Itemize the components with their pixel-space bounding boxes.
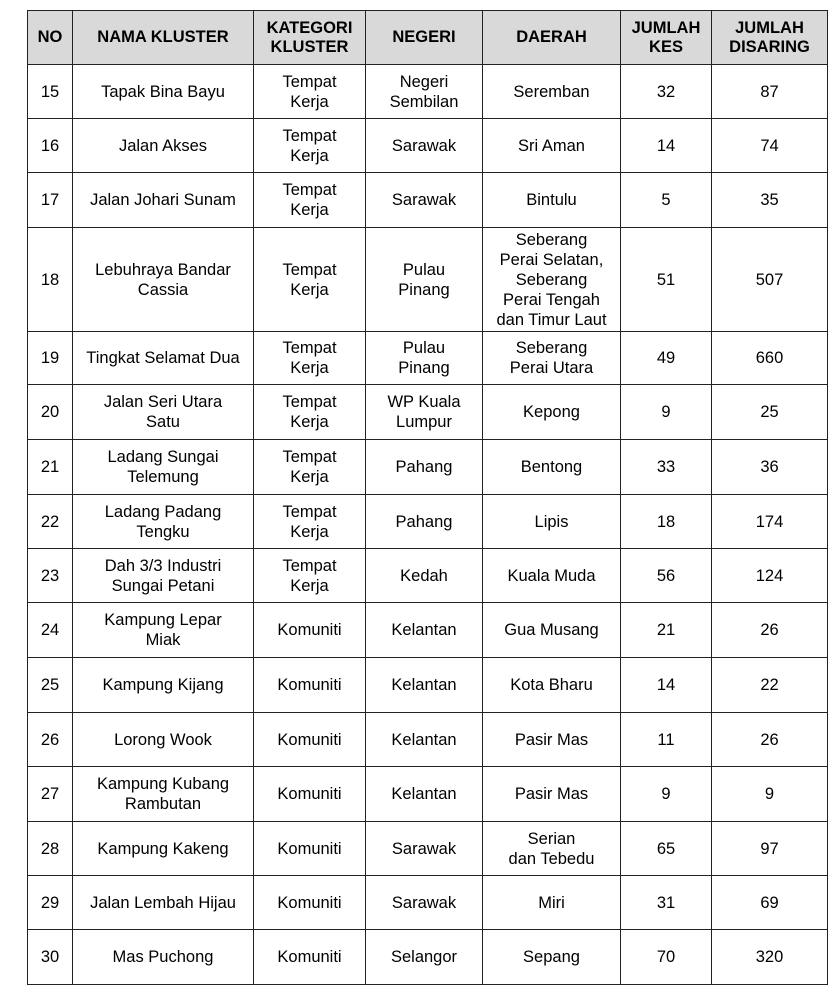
cell-no: 17 (28, 173, 73, 228)
cell-daerah: Bentong (483, 440, 621, 495)
table-row (28, 173, 828, 228)
cell-daerah: Seberang Perai Selatan, Seberang Perai Tengah dan Timur Laut (483, 228, 621, 332)
cell-no: 25 (28, 658, 73, 713)
cell-nama-kluster: Kampung Lepar Miak (73, 603, 254, 658)
table-row (28, 495, 828, 549)
table-row (28, 228, 828, 332)
header-daerah: DAERAH (483, 11, 621, 65)
cell-daerah: Pasir Mas (483, 713, 621, 767)
cell-negeri: Pahang (366, 440, 483, 495)
cell-jumlah-disaring: 25 (712, 385, 828, 440)
cell-daerah: Seremban (483, 65, 621, 119)
cell-negeri: Pulau Pinang (366, 332, 483, 385)
cell-kategori-kluster: Komuniti (254, 767, 366, 822)
cell-negeri: Pulau Pinang (366, 228, 483, 332)
cell-no: 15 (28, 65, 73, 119)
cell-daerah: Kuala Muda (483, 549, 621, 603)
table-row (28, 549, 828, 603)
cell-nama-kluster: Ladang Padang Tengku (73, 495, 254, 549)
table-row (28, 385, 828, 440)
cell-daerah: Gua Musang (483, 603, 621, 658)
cell-negeri: Selangor (366, 930, 483, 985)
header-row (28, 11, 828, 65)
cell-daerah: Bintulu (483, 173, 621, 228)
table-header (28, 11, 828, 65)
cell-jumlah-kes: 65 (621, 822, 712, 876)
cell-jumlah-kes: 11 (621, 713, 712, 767)
cell-jumlah-disaring: 9 (712, 767, 828, 822)
cell-kategori-kluster: Tempat Kerja (254, 440, 366, 495)
header-no: NO (28, 11, 73, 65)
cell-jumlah-disaring: 320 (712, 930, 828, 985)
cell-jumlah-kes: 5 (621, 173, 712, 228)
cell-kategori-kluster: Komuniti (254, 876, 366, 930)
cell-no: 22 (28, 495, 73, 549)
cell-jumlah-disaring: 174 (712, 495, 828, 549)
cell-negeri: Kelantan (366, 767, 483, 822)
cell-no: 27 (28, 767, 73, 822)
cluster-table (27, 10, 828, 985)
cell-nama-kluster: Jalan Seri Utara Satu (73, 385, 254, 440)
cell-no: 21 (28, 440, 73, 495)
cell-kategori-kluster: Tempat Kerja (254, 65, 366, 119)
table-row (28, 876, 828, 930)
table-row (28, 119, 828, 173)
cell-jumlah-disaring: 87 (712, 65, 828, 119)
cell-negeri: Kedah (366, 549, 483, 603)
cell-jumlah-disaring: 22 (712, 658, 828, 713)
cell-nama-kluster: Kampung Kubang Rambutan (73, 767, 254, 822)
cell-jumlah-disaring: 36 (712, 440, 828, 495)
cell-jumlah-kes: 9 (621, 385, 712, 440)
cell-jumlah-kes: 56 (621, 549, 712, 603)
cell-jumlah-disaring: 74 (712, 119, 828, 173)
cell-jumlah-disaring: 124 (712, 549, 828, 603)
cell-jumlah-disaring: 69 (712, 876, 828, 930)
cell-jumlah-kes: 14 (621, 119, 712, 173)
header-kategori-kluster: KATEGORI KLUSTER (254, 11, 366, 65)
table-row (28, 65, 828, 119)
cell-daerah: Serian dan Tebedu (483, 822, 621, 876)
cell-kategori-kluster: Komuniti (254, 930, 366, 985)
cell-jumlah-disaring: 35 (712, 173, 828, 228)
cell-nama-kluster: Jalan Johari Sunam (73, 173, 254, 228)
cell-negeri: Kelantan (366, 713, 483, 767)
cell-no: 16 (28, 119, 73, 173)
cell-kategori-kluster: Tempat Kerja (254, 549, 366, 603)
cell-no: 20 (28, 385, 73, 440)
cell-kategori-kluster: Tempat Kerja (254, 119, 366, 173)
cell-kategori-kluster: Tempat Kerja (254, 173, 366, 228)
cell-jumlah-kes: 51 (621, 228, 712, 332)
cell-negeri: Kelantan (366, 658, 483, 713)
cell-nama-kluster: Lorong Wook (73, 713, 254, 767)
cell-negeri: Pahang (366, 495, 483, 549)
cell-no: 28 (28, 822, 73, 876)
cell-no: 30 (28, 930, 73, 985)
table-row (28, 658, 828, 713)
cell-kategori-kluster: Tempat Kerja (254, 385, 366, 440)
table-row (28, 713, 828, 767)
cell-jumlah-disaring: 26 (712, 603, 828, 658)
cell-daerah: Pasir Mas (483, 767, 621, 822)
cell-no: 29 (28, 876, 73, 930)
cell-jumlah-disaring: 660 (712, 332, 828, 385)
cell-negeri: WP Kuala Lumpur (366, 385, 483, 440)
cell-negeri: Sarawak (366, 173, 483, 228)
table-row (28, 603, 828, 658)
cell-nama-kluster: Jalan Akses (73, 119, 254, 173)
header-jumlah-disaring: JUMLAH DISARING (712, 11, 828, 65)
cell-negeri: Negeri Sembilan (366, 65, 483, 119)
cell-kategori-kluster: Komuniti (254, 658, 366, 713)
cell-no: 19 (28, 332, 73, 385)
cell-jumlah-kes: 49 (621, 332, 712, 385)
cell-no: 24 (28, 603, 73, 658)
cell-jumlah-kes: 70 (621, 930, 712, 985)
cell-kategori-kluster: Tempat Kerja (254, 228, 366, 332)
cell-jumlah-kes: 33 (621, 440, 712, 495)
cell-nama-kluster: Lebuhraya Bandar Cassia (73, 228, 254, 332)
cell-daerah: Miri (483, 876, 621, 930)
cell-nama-kluster: Kampung Kijang (73, 658, 254, 713)
cell-jumlah-kes: 9 (621, 767, 712, 822)
cell-jumlah-kes: 14 (621, 658, 712, 713)
cell-kategori-kluster: Komuniti (254, 603, 366, 658)
cell-kategori-kluster: Komuniti (254, 822, 366, 876)
cell-nama-kluster: Mas Puchong (73, 930, 254, 985)
header-nama-kluster: NAMA KLUSTER (73, 11, 254, 65)
cell-nama-kluster: Tingkat Selamat Dua (73, 332, 254, 385)
cell-nama-kluster: Kampung Kakeng (73, 822, 254, 876)
cell-kategori-kluster: Komuniti (254, 713, 366, 767)
table-row (28, 930, 828, 985)
cell-daerah: Kepong (483, 385, 621, 440)
cell-no: 23 (28, 549, 73, 603)
header-jumlah-kes: JUMLAH KES (621, 11, 712, 65)
cell-daerah: Seberang Perai Utara (483, 332, 621, 385)
cell-negeri: Sarawak (366, 822, 483, 876)
cell-jumlah-disaring: 97 (712, 822, 828, 876)
cell-jumlah-kes: 18 (621, 495, 712, 549)
cell-kategori-kluster: Tempat Kerja (254, 495, 366, 549)
cell-nama-kluster: Dah 3/3 Industri Sungai Petani (73, 549, 254, 603)
table-row (28, 440, 828, 495)
cell-jumlah-disaring: 26 (712, 713, 828, 767)
table-row (28, 822, 828, 876)
cell-no: 26 (28, 713, 73, 767)
header-negeri: NEGERI (366, 11, 483, 65)
cell-daerah: Sepang (483, 930, 621, 985)
cell-jumlah-disaring: 507 (712, 228, 828, 332)
cell-negeri: Sarawak (366, 119, 483, 173)
table-body (28, 65, 828, 985)
cell-jumlah-kes: 32 (621, 65, 712, 119)
cell-daerah: Kota Bharu (483, 658, 621, 713)
cell-daerah: Lipis (483, 495, 621, 549)
cell-nama-kluster: Jalan Lembah Hijau (73, 876, 254, 930)
cell-nama-kluster: Ladang Sungai Telemung (73, 440, 254, 495)
cell-nama-kluster: Tapak Bina Bayu (73, 65, 254, 119)
table-row (28, 332, 828, 385)
cell-jumlah-kes: 31 (621, 876, 712, 930)
cell-kategori-kluster: Tempat Kerja (254, 332, 366, 385)
cell-no: 18 (28, 228, 73, 332)
table-row (28, 767, 828, 822)
cell-daerah: Sri Aman (483, 119, 621, 173)
cell-negeri: Sarawak (366, 876, 483, 930)
cell-jumlah-kes: 21 (621, 603, 712, 658)
cell-negeri: Kelantan (366, 603, 483, 658)
